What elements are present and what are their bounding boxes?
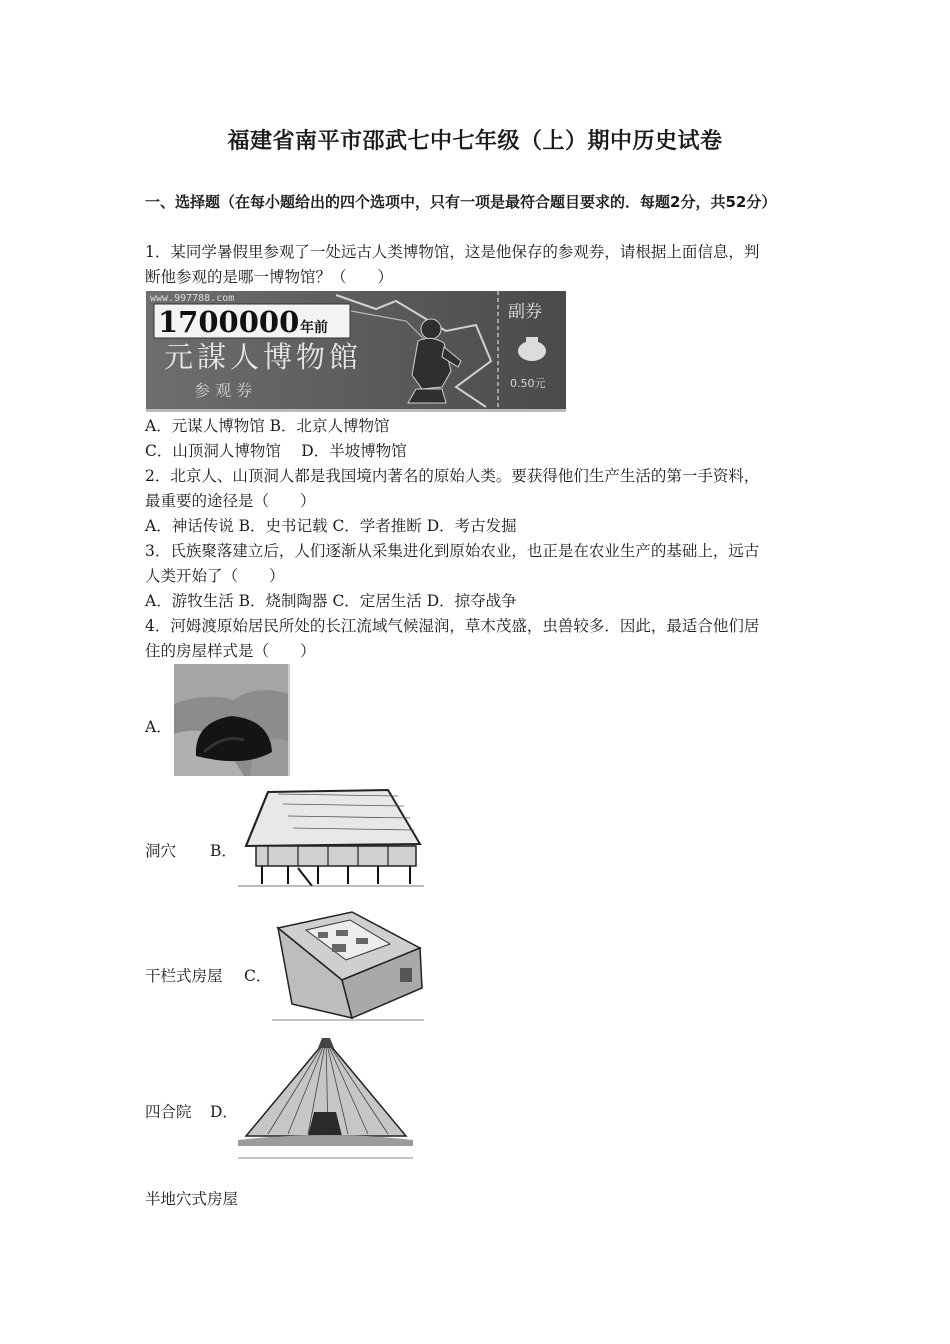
q1-options-line2: C．山顶洞人博物馆 D．半坡博物馆 bbox=[145, 442, 407, 460]
q4-option-a-text: 洞穴 bbox=[145, 842, 177, 860]
ticket-years: 1700000 bbox=[158, 305, 300, 339]
semi-pit-house-image bbox=[238, 1036, 413, 1160]
ticket-stub-label: 副券 bbox=[508, 302, 542, 322]
q2-stem-line2: 最重要的途径是（ ） bbox=[145, 492, 316, 510]
q4-option-d-letter: D． bbox=[210, 1103, 238, 1121]
q4-option-a-letter: A． bbox=[145, 718, 172, 736]
ticket-kind: 参 观 券 bbox=[194, 381, 253, 400]
q3-stem-line2: 人类开始了（ ） bbox=[145, 567, 285, 585]
museum-ticket-image bbox=[146, 291, 566, 412]
q4-option-c-letter: C． bbox=[244, 967, 272, 985]
q4-option-c-text: 四合院 bbox=[145, 1103, 192, 1121]
ticket-price: 0.50元 bbox=[510, 377, 546, 390]
q1-stem-line1: 1．某同学暑假里参观了一处远古人类博物馆，这是他保存的参观券，请根据上面信息，判 bbox=[145, 243, 760, 261]
cave-image bbox=[174, 664, 290, 776]
q2-stem-line1: 2．北京人、山顶洞人都是我国境内著名的原始人类。要获得他们生产生活的第一手资料， bbox=[145, 467, 760, 485]
page-title: 福建省南平市邵武七中七年级（上）期中历史试卷 bbox=[227, 129, 723, 154]
q1-stem-line2: 断他参观的是哪一博物馆？（ ） bbox=[145, 268, 394, 286]
q4-stem-line1: 4．河姆渡原始居民所处的长江流域气候湿润，草木茂盛，虫兽较多．因此，最适合他们居 bbox=[145, 617, 760, 635]
ticket-museum-name: 元謀人博物館 bbox=[164, 340, 363, 374]
q2-options: A．神话传说 B．史书记载 C．学者推断 D．考古发掘 bbox=[145, 517, 517, 535]
q4-option-b-text: 干栏式房屋 bbox=[145, 967, 223, 985]
q1-options-line1: A．元谋人博物馆 B．北京人博物馆 bbox=[145, 417, 390, 435]
q4-option-d-text: 半地穴式房屋 bbox=[145, 1190, 239, 1208]
q4-option-b-letter: B． bbox=[210, 842, 237, 860]
q3-options: A．游牧生活 B．烧制陶器 C．定居生活 D．掠夺战争 bbox=[145, 592, 517, 610]
q3-stem-line1: 3．氏族聚落建立后，人们逐渐从采集进化到原始农业，也正是在农业生产的基础上，远古 bbox=[145, 542, 760, 560]
section-heading: 一、选择题（在每小题给出的四个选项中，只有一项是最符合题目要求的．每题2分，共52分） bbox=[145, 193, 777, 211]
ticket-years-suffix: 年前 bbox=[300, 320, 328, 336]
ticket-site: www.997788.com bbox=[150, 293, 235, 304]
stilt-house-image bbox=[238, 784, 424, 890]
siheyuan-courtyard-image bbox=[272, 908, 424, 1022]
q4-stem-line2: 住的房屋样式是（ ） bbox=[145, 642, 316, 660]
